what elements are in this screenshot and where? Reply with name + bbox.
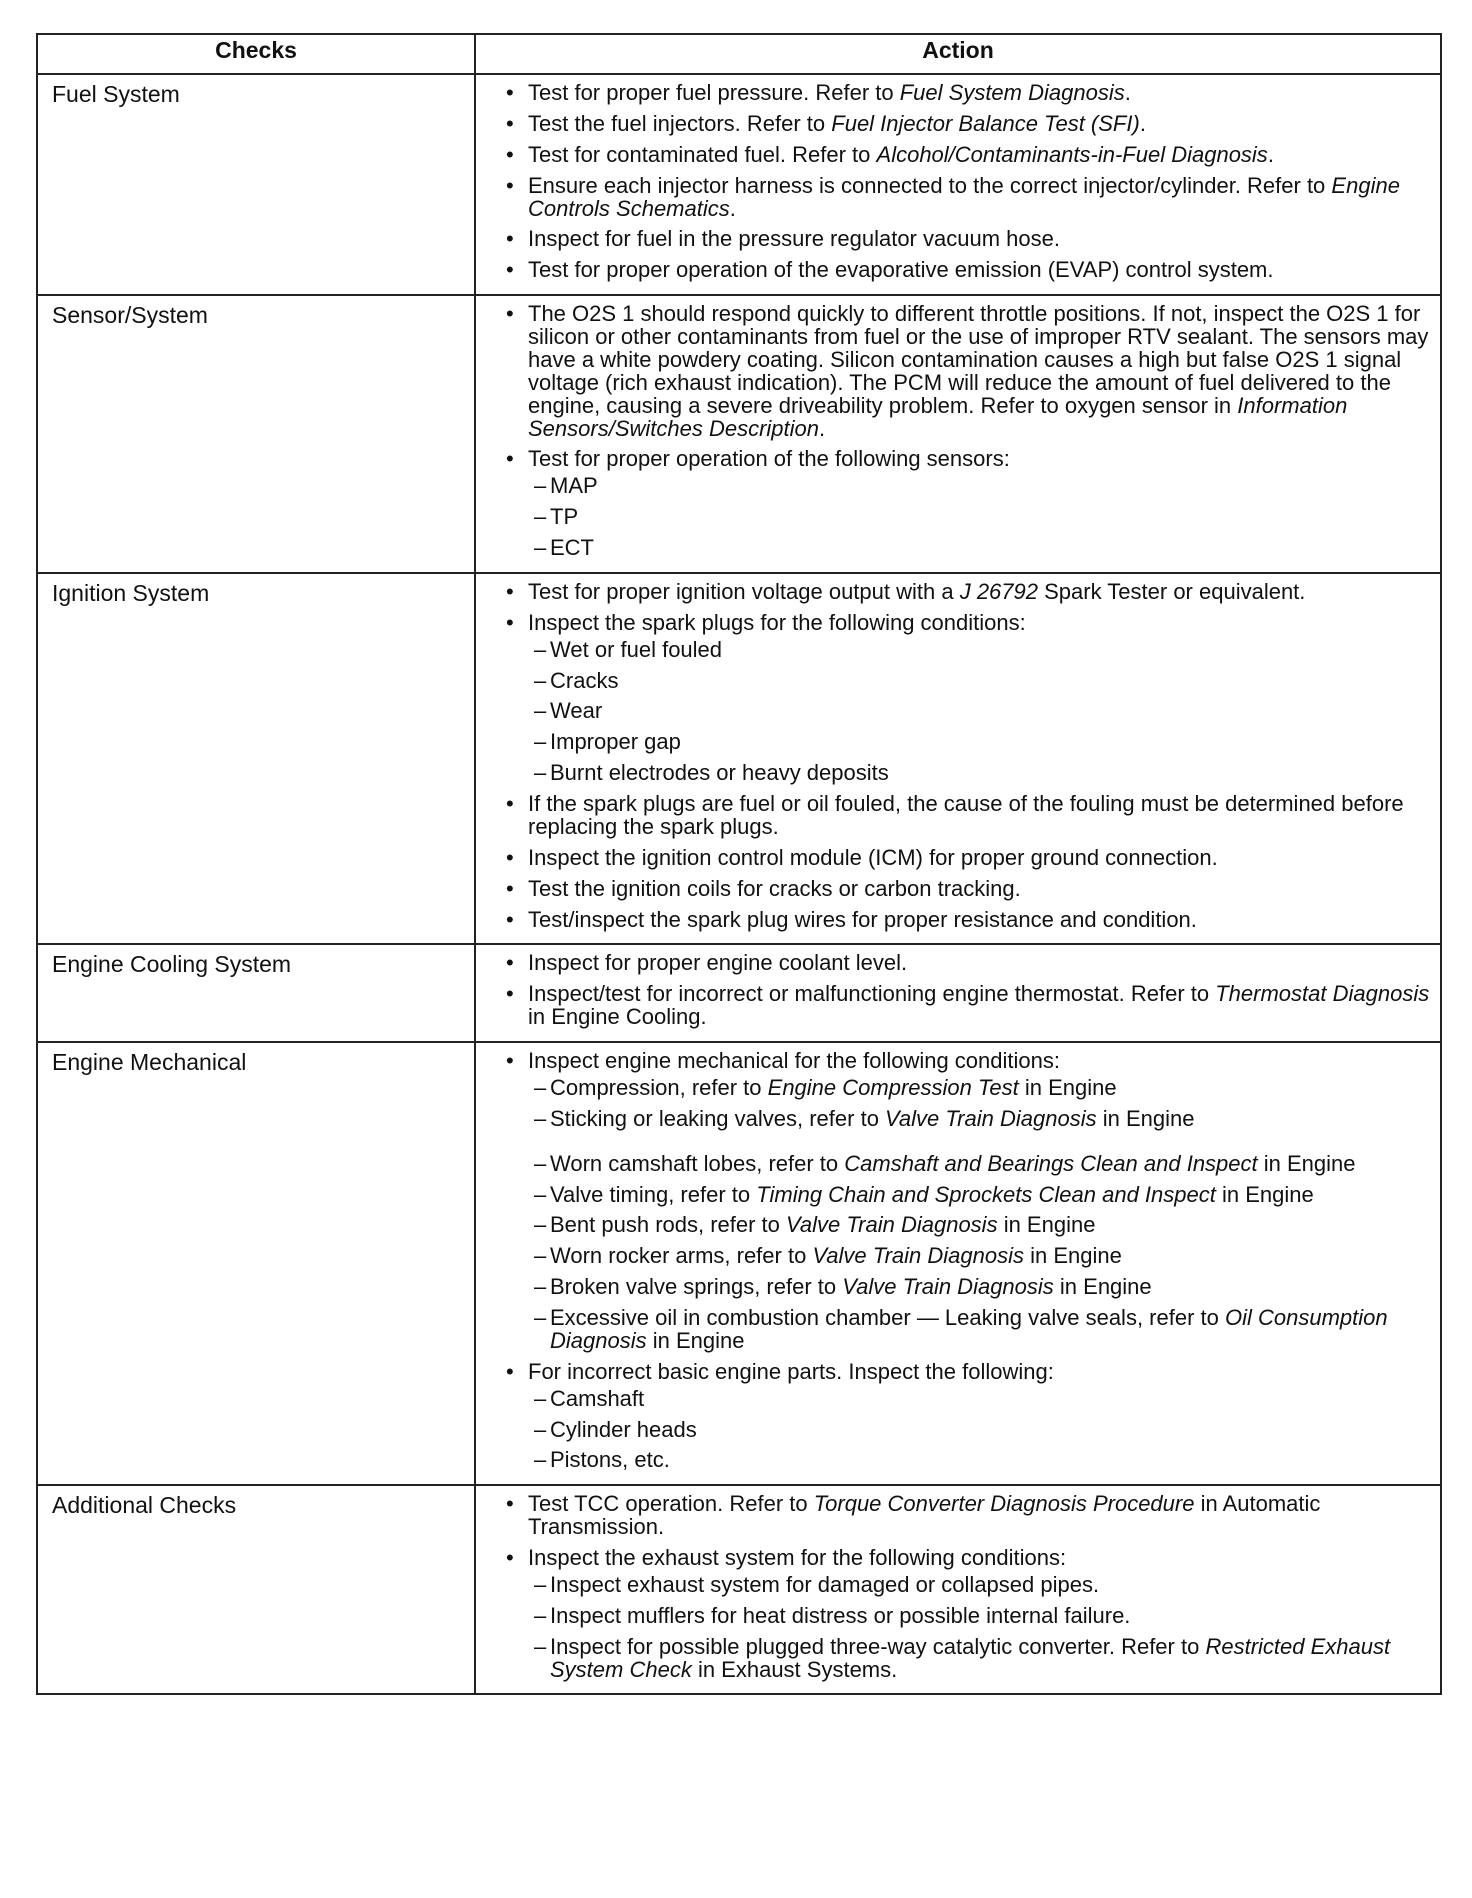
- sub-item: [528, 1571, 1430, 1597]
- action-item: [504, 228, 1430, 251]
- sub-item: [528, 1150, 1430, 1176]
- action-text: The O2S 1 should respond quickly to different throttle positions. If not, inspect the O2S 1 for silicon or other contaminants from fuel or the use of improper RTV sealant. The sensors may have a white powdery coating. Silicon contamination causes a high but false O2S 1 signal voltage (rich exhaust indication). The PCM will reduce the amount of fuel delivered to the engine, causing a severe driveability problem. Refer to oxygen sensor in: [528, 301, 1429, 418]
- reference-link-text: Oil Consumption Diagnosis: [550, 1305, 1388, 1353]
- action-text: Compression, refer to: [550, 1074, 768, 1100]
- sub-list: [528, 1074, 1430, 1353]
- table-row: [37, 573, 1441, 945]
- action-text: Inspect for possible plugged three-way catalytic converter. Refer to: [550, 1633, 1206, 1659]
- action-item-text: [528, 876, 1021, 901]
- action-cell: [475, 74, 1441, 295]
- action-text: Ensure each injector harness is connected to the correct injector/cylinder. Refer to: [528, 172, 1332, 198]
- action-text: Wet or fuel fouled: [550, 636, 723, 662]
- action-item: [504, 1547, 1430, 1681]
- sub-item: [528, 731, 1430, 754]
- action-list: [504, 82, 1430, 282]
- action-item: [504, 259, 1430, 282]
- reference-link-text: Timing Chain and Sprockets Clean and Inspect: [756, 1181, 1216, 1207]
- action-text: MAP: [550, 473, 598, 499]
- sub-item: [528, 667, 1430, 693]
- table-row: [37, 74, 1441, 295]
- sub-item: [528, 1633, 1430, 1682]
- sub-item: [528, 1181, 1430, 1207]
- action-text: Test the fuel injectors. Refer to: [528, 110, 832, 136]
- sub-item: [528, 1245, 1430, 1268]
- action-text: Pistons, etc.: [550, 1447, 670, 1473]
- action-item-text: [528, 981, 1429, 1029]
- action-item-text: [528, 446, 1010, 471]
- action-item-text: [528, 142, 1274, 167]
- header-action: Action: [475, 34, 1441, 74]
- action-text: ECT: [550, 535, 594, 560]
- action-item-text: [528, 845, 1218, 870]
- action-text: Inspect the exhaust system for the following conditions:: [528, 1545, 1067, 1570]
- header-checks: Checks: [37, 34, 475, 74]
- reference-link-text: Valve Train Diagnosis: [842, 1274, 1054, 1300]
- action-text: in Engine Cooling.: [528, 1004, 707, 1030]
- reference-link-text: J 26792: [959, 578, 1038, 604]
- action-item-text: [528, 257, 1274, 282]
- table-row: [37, 1485, 1441, 1694]
- action-text: in Engine: [646, 1327, 745, 1353]
- action-text: Worn camshaft lobes, refer to: [550, 1150, 845, 1176]
- reference-link-text: Thermostat Diagnosis: [1215, 981, 1430, 1007]
- action-item: [504, 906, 1430, 932]
- sub-item: [528, 1105, 1430, 1131]
- reference-link-text: Engine Controls Schematics: [528, 172, 1400, 221]
- reference-link-text: Restricted Exhaust System Check: [550, 1633, 1391, 1682]
- action-text: in Engine: [1018, 1074, 1117, 1100]
- sub-item: [528, 1276, 1430, 1299]
- action-cell: [475, 1042, 1441, 1485]
- action-text: If the spark plugs are fuel or oil fouled, the cause of the fouling must be determined before replacing the spark plugs.: [528, 791, 1404, 839]
- action-item-text: [528, 226, 1060, 251]
- action-item: [504, 609, 1430, 786]
- action-text: Sticking or leaking valves, refer to: [550, 1105, 886, 1131]
- action-text: .: [1139, 110, 1146, 136]
- action-item-text: [528, 791, 1404, 839]
- reference-link-text: Camshaft and Bearings Clean and Inspect: [844, 1150, 1258, 1176]
- action-text: Broken valve springs, refer to: [550, 1274, 843, 1300]
- action-text: in Engine: [1053, 1274, 1152, 1300]
- action-item-text: [528, 111, 1146, 136]
- action-item: [504, 448, 1430, 560]
- action-item-text: [528, 173, 1400, 221]
- reference-link-text: Information Sensors/Switches Description: [528, 392, 1348, 441]
- action-item: [504, 983, 1430, 1029]
- action-text: Worn rocker arms, refer to: [550, 1243, 813, 1269]
- action-item: [504, 952, 1430, 975]
- action-text: in Engine: [997, 1212, 1096, 1238]
- checks-action-table: [36, 33, 1442, 1695]
- action-item: [504, 303, 1430, 440]
- reference-link-text: Fuel System Diagnosis: [899, 80, 1125, 105]
- action-list: [504, 578, 1430, 932]
- action-item: [504, 1050, 1430, 1353]
- action-text: in Engine: [1215, 1181, 1314, 1207]
- action-text: Bent push rods, refer to: [550, 1212, 787, 1238]
- action-text: in Engine: [1023, 1243, 1122, 1269]
- sub-item: [528, 700, 1430, 723]
- action-list: [504, 303, 1430, 560]
- action-item-text: [528, 80, 1131, 105]
- action-text: Burnt electrodes or heavy deposits: [550, 760, 889, 786]
- action-text: Test for proper ignition voltage output with a: [528, 578, 960, 604]
- check-cell: Engine Cooling System: [37, 944, 475, 1042]
- action-cell: [475, 295, 1441, 573]
- sub-item: [528, 506, 1430, 529]
- action-item-text: [528, 1048, 1060, 1073]
- reference-link-text: Valve Train Diagnosis: [786, 1212, 998, 1238]
- action-item: [504, 1358, 1430, 1473]
- action-text: Test for proper fuel pressure. Refer to: [528, 80, 900, 105]
- sub-item: [528, 1307, 1430, 1353]
- action-text: Test the ignition coils for cracks or carbon tracking.: [528, 875, 1021, 901]
- sub-item: [528, 1385, 1430, 1411]
- action-text: .: [729, 195, 736, 221]
- sub-item: [528, 1602, 1430, 1628]
- action-text: Inspect engine mechanical for the following conditions:: [528, 1048, 1060, 1073]
- action-text: in Exhaust Systems.: [691, 1656, 898, 1682]
- action-item-text: [528, 579, 1305, 604]
- action-item: [504, 1493, 1430, 1539]
- action-item-text: [528, 1359, 1054, 1384]
- sub-item: [528, 1214, 1430, 1237]
- reference-link-text: Fuel Injector Balance Test (SFI): [831, 110, 1140, 136]
- action-text: Spark Tester or equivalent.: [1038, 578, 1306, 604]
- action-text: .: [819, 415, 826, 441]
- action-text: For incorrect basic engine parts. Inspect the following:: [528, 1358, 1054, 1384]
- action-list: [504, 952, 1430, 1029]
- action-item: [504, 875, 1430, 901]
- table-row: [37, 1042, 1441, 1485]
- table-row: [37, 295, 1441, 573]
- action-item: [504, 172, 1430, 221]
- action-text: Test TCC operation. Refer to: [528, 1491, 814, 1517]
- action-text: Test for proper operation of the following sensors:: [528, 446, 1010, 472]
- action-text: in Engine: [1257, 1150, 1356, 1176]
- action-text: Valve timing, refer to: [550, 1181, 757, 1207]
- header-row: [37, 34, 1441, 74]
- action-list: [504, 1050, 1430, 1472]
- action-text: Inspect the spark plugs for the following conditions:: [528, 609, 1026, 635]
- action-text: Inspect for proper engine coolant level.: [528, 950, 908, 976]
- sub-list: [528, 1385, 1430, 1473]
- action-item-text: [528, 610, 1026, 635]
- action-item: [504, 793, 1430, 839]
- action-text: in Automatic Transmission.: [528, 1491, 1321, 1540]
- sub-item: [528, 537, 1430, 560]
- reference-link-text: Torque Converter Diagnosis Procedure: [813, 1491, 1195, 1517]
- action-item: [504, 844, 1430, 870]
- action-item-text: [528, 1491, 1320, 1539]
- table-body: [37, 74, 1441, 1694]
- action-item-text: [528, 950, 907, 975]
- action-text: in Engine: [1096, 1105, 1195, 1131]
- action-cell: [475, 1485, 1441, 1694]
- action-text: Camshaft: [550, 1385, 645, 1411]
- action-text: Inspect exhaust system for damaged or collapsed pipes.: [550, 1571, 1100, 1597]
- action-text: Test for proper operation of the evaporative emission (EVAP) control system.: [528, 257, 1274, 283]
- reference-link-text: Engine Compression Test: [767, 1074, 1019, 1100]
- action-list: [504, 1493, 1430, 1681]
- check-cell: Fuel System: [37, 74, 475, 295]
- action-text: .: [1124, 80, 1131, 105]
- action-item: [504, 141, 1430, 167]
- action-item-text: [528, 907, 1197, 932]
- action-item: [504, 110, 1430, 136]
- sub-list: [528, 1571, 1430, 1682]
- table-row: [37, 944, 1441, 1042]
- check-cell: Engine Mechanical: [37, 1042, 475, 1485]
- action-text: Improper gap: [550, 729, 681, 755]
- action-text: Test for contaminated fuel. Refer to: [528, 141, 877, 167]
- action-text: Excessive oil in combustion chamber — Leaking valve seals, refer to: [550, 1305, 1225, 1330]
- action-text: Wear: [550, 698, 603, 724]
- check-cell: Sensor/System: [37, 295, 475, 573]
- reference-link-text: Alcohol/Contaminants-in-Fuel Diagnosis: [876, 141, 1268, 167]
- sub-item: [528, 475, 1430, 498]
- action-item: [504, 578, 1430, 604]
- check-cell: Ignition System: [37, 573, 475, 945]
- sub-item: [528, 762, 1430, 785]
- check-cell: Additional Checks: [37, 1485, 475, 1694]
- action-text: Inspect the ignition control module (ICM) for proper ground connection.: [528, 844, 1218, 870]
- action-text: Test/inspect the spark plug wires for proper resistance and condition.: [528, 906, 1197, 932]
- action-item-text: [528, 1545, 1066, 1570]
- action-text: Cylinder heads: [550, 1416, 697, 1442]
- action-text: Inspect for fuel in the pressure regulator vacuum hose.: [528, 226, 1060, 252]
- action-item: [504, 82, 1430, 105]
- sub-list: [528, 475, 1430, 560]
- sub-item: [528, 1449, 1430, 1472]
- sub-item: [528, 1074, 1430, 1100]
- action-cell: [475, 944, 1441, 1042]
- action-text: Inspect/test for incorrect or malfunctioning engine thermostat. Refer to: [528, 981, 1216, 1007]
- action-text: TP: [550, 504, 579, 530]
- action-text: Inspect mufflers for heat distress or possible internal failure.: [550, 1602, 1131, 1628]
- action-text: Cracks: [550, 667, 619, 693]
- sub-item: [528, 1416, 1430, 1442]
- sub-item: [528, 636, 1430, 662]
- action-text: .: [1267, 141, 1274, 167]
- action-cell: [475, 573, 1441, 945]
- reference-link-text: Valve Train Diagnosis: [812, 1243, 1024, 1269]
- reference-link-text: Valve Train Diagnosis: [885, 1105, 1097, 1131]
- sub-list: [528, 636, 1430, 786]
- action-item-text: [528, 301, 1428, 440]
